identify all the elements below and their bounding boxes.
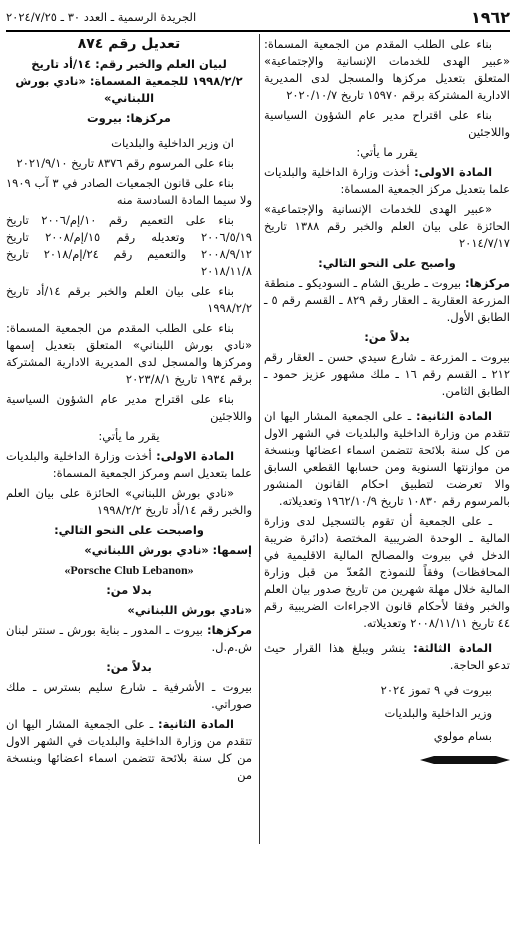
page-header — [6, 6, 510, 28]
paragraph: ان وزير الداخلية والبلديات — [111, 136, 234, 150]
new-hq — [6, 622, 252, 656]
article-title: المادة الثانية: — [157, 717, 235, 731]
gazette-title: الجريدة الرسمية ـ العدد ٣٠ ـ ٢٠٢٤/٧/٢٥ — [6, 10, 197, 24]
left-column — [6, 36, 252, 787]
became-line: واصبح على النحو التالي: — [318, 256, 456, 270]
decides-line: يقرر ما يأتي: — [356, 145, 418, 159]
old-name: «نادي بورش اللبناني» — [127, 603, 252, 617]
column-divider — [259, 34, 260, 844]
paragraph: بناء على الطلب المقدم من الجمعية المسماة: «نادي بورش اللبناني» المتعلق بتعديل إسمها ومركزها والمسجل لدى المديرية الادارية المشتركة برقم ١٩٣٤ تاريخ ٢٠٢٣/٨/١ — [6, 321, 252, 386]
association-name: «نادي بورش اللبناني» الحائزة على بيان العلم والخبر رقم ١٤/أد تاريخ ١٩٩٨/٢/٢ — [6, 486, 252, 517]
article-1 — [6, 448, 252, 482]
end-ornament-icon — [420, 755, 510, 765]
instead-line: بدلاً من: — [364, 330, 410, 344]
hq-title: مركزها: — [206, 623, 252, 637]
amendment-title: تعديل رقم ٨٧٤ — [77, 36, 181, 52]
hq-title: مركزها: — [465, 276, 511, 290]
minister-name: بسام مولوي — [433, 729, 492, 743]
old-hq: بيروت ـ المزرعة ـ شارع سيدي حسن ـ العقار رقم ٢١٢ ـ القسم رقم ١٦ ـ ملك مشهور عزيز حمود ـ الطابق الثامن. — [264, 350, 510, 398]
paragraph: بناء على الطلب المقدم من الجمعية المسماة: «عبير الهدى للخدمات الإنسانية والإجتماعية» المتعلق بتعديل مركزها والمسجل لدى المديرية الادارية المشتركة برقم ١٥٩٧٠ تاريخ ٢٠٢٠/١٠/٧ — [264, 37, 510, 102]
article-3 — [264, 640, 510, 674]
paragraph: بناء على بيان العلم والخبر برقم ١٤/أد تاريخ ١٩٩٨/٢/٢ — [6, 284, 252, 315]
article-text: ينشر ويبلغ هذا القرار حيث تدعو الحاجة. — [264, 641, 510, 672]
article-text: ـ على الجمعية المشار اليها ان تتقدم من وزارة الداخلية والبلديات في الشهر الاول من كل سنة بلائحة تتضمن اسماء اعضائها وبنسخة من — [6, 717, 252, 782]
association-name: «عبير الهدى للخدمات الإنسانية والإجتماعية» الحائزة على بيان العلم والخبر رقم ١٣٨٨ تاريخ ٢٠١٤/٧/١٧ — [264, 202, 510, 250]
new-name — [6, 542, 252, 559]
new-hq — [264, 275, 510, 326]
article-title: المادة الثانية: — [415, 409, 493, 423]
paragraph: بناء على اقتراح مدير عام الشؤون السياسية واللاجئين — [264, 108, 510, 139]
header-rule — [6, 30, 510, 32]
paragraph: بناء على قانون الجمعيات الصادر في ٣ آب ١٩٠٩ ولا سيما المادة السادسة منه — [6, 176, 252, 207]
article-1 — [264, 164, 510, 198]
article-text: ـ على الجمعية المشار اليها ان تتقدم من وزارة الداخلية والبلديات في الشهر الاول من كل سنة بلائحة تتضمن اسماء اعضائها وبنسخة من موازنتها السنوية ومن حسابها القطعي السابق والا تعرضت لتطبيق احكام القانون المنشور بالمرسوم رقم ١٠٨٣٠ تاريخ ١٩٦٢/١٠/٩ وتعديلاته. — [264, 409, 510, 508]
paragraph: بناء على التعميم رقم ١٠/إم/٢٠٠٦ تاريخ ٢٠٠٦/٥/١٩ وتعديله رقم ١٥/إم/٢٠٠٨ تاريخ ٢٠٠٨/٩/١٢ والتعميم رقم ٢٤/إم/٢٠١٨ تاريخ ٢٠١٨/١١/٨ — [6, 213, 252, 278]
article-2-cont: ـ على الجمعية أن تقوم بالتسجيل لدى وزارة المالية ـ الوحدة الضريبية المختصة (دائرة ضريبة الدخل في بيروت والمصالح المالية الاقليمية في المحافظات) وفقاً للنموذج المُعدّ من قبل وزارة المالية خلال مهلة شهرين من تاريخ صدور بيان العلم والخبر وفقا لأحكام قانون الاجراءات الضريبية رقم ٤٤ تاريخ ٢٠٠٨/١١/١١ وتعديلاته. — [264, 514, 510, 630]
became-line: واصبحت على النحو التالي: — [54, 523, 204, 537]
article-title: المادة الاولى: — [414, 165, 493, 179]
article-2 — [6, 716, 252, 784]
instead-line: بدلا من: — [106, 583, 152, 597]
article-text: أخذت وزارة الداخلية والبلديات علما بتعديل مركز الجمعية المسماة: — [264, 165, 510, 196]
decides-line: يقرر ما يأتي: — [98, 429, 160, 443]
article-title: المادة الثالثة: — [413, 641, 493, 655]
amendment-hq: مركزها: بيروت — [87, 111, 171, 125]
paragraph: بناء على اقتراح مدير عام الشؤون السياسية واللاجئين — [6, 392, 252, 423]
page-number: ١٩٦٢ — [470, 7, 510, 27]
name-text: «نادي بورش اللبناني» — [84, 543, 209, 557]
hq-text: بيروت ـ طريق الشام ـ السوديكو ـ منطقة المزرعة العقارية ـ العقار رقم ٨٢٩ ـ القسم رقم ٥ ـ الطابق الأول. — [264, 276, 511, 324]
hq-text: بيروت ـ المدور ـ بناية بورش ـ سنتر لبنان ش.م.ل. — [6, 623, 252, 654]
paragraph: بناء على المرسوم رقم ٨٣٧٦ تاريخ ٢٠٢١/٩/١٠ — [16, 156, 234, 170]
latin-name: «Porsche Club Lebanon» — [64, 563, 194, 577]
instead-line: بدلاً من: — [106, 660, 152, 674]
article-2 — [264, 408, 510, 510]
issue-date: بيروت في ٩ تموز ٢٠٢٤ — [380, 683, 492, 697]
name-title: إسمها: — [212, 543, 252, 557]
amendment-subtitle: لبيان العلم والخبر رقم: ١٤/أد تاريخ ١٩٩٨/٢/٢ للجمعية المسماة: «نادي بورش اللبناني» — [15, 57, 243, 105]
right-column — [264, 36, 510, 770]
article-title: المادة الاولى: — [156, 449, 235, 463]
minister-title: وزير الداخلية والبلديات — [384, 706, 492, 720]
old-hq: بيروت ـ الأشرفية ـ شارع سليم بسترس ـ ملك صوراتي. — [6, 680, 252, 711]
article-text: أخذت وزارة الداخلية والبلديات علما بتعديل اسم ومركز الجمعية المسماة: — [6, 449, 252, 480]
signature-block — [264, 682, 510, 745]
